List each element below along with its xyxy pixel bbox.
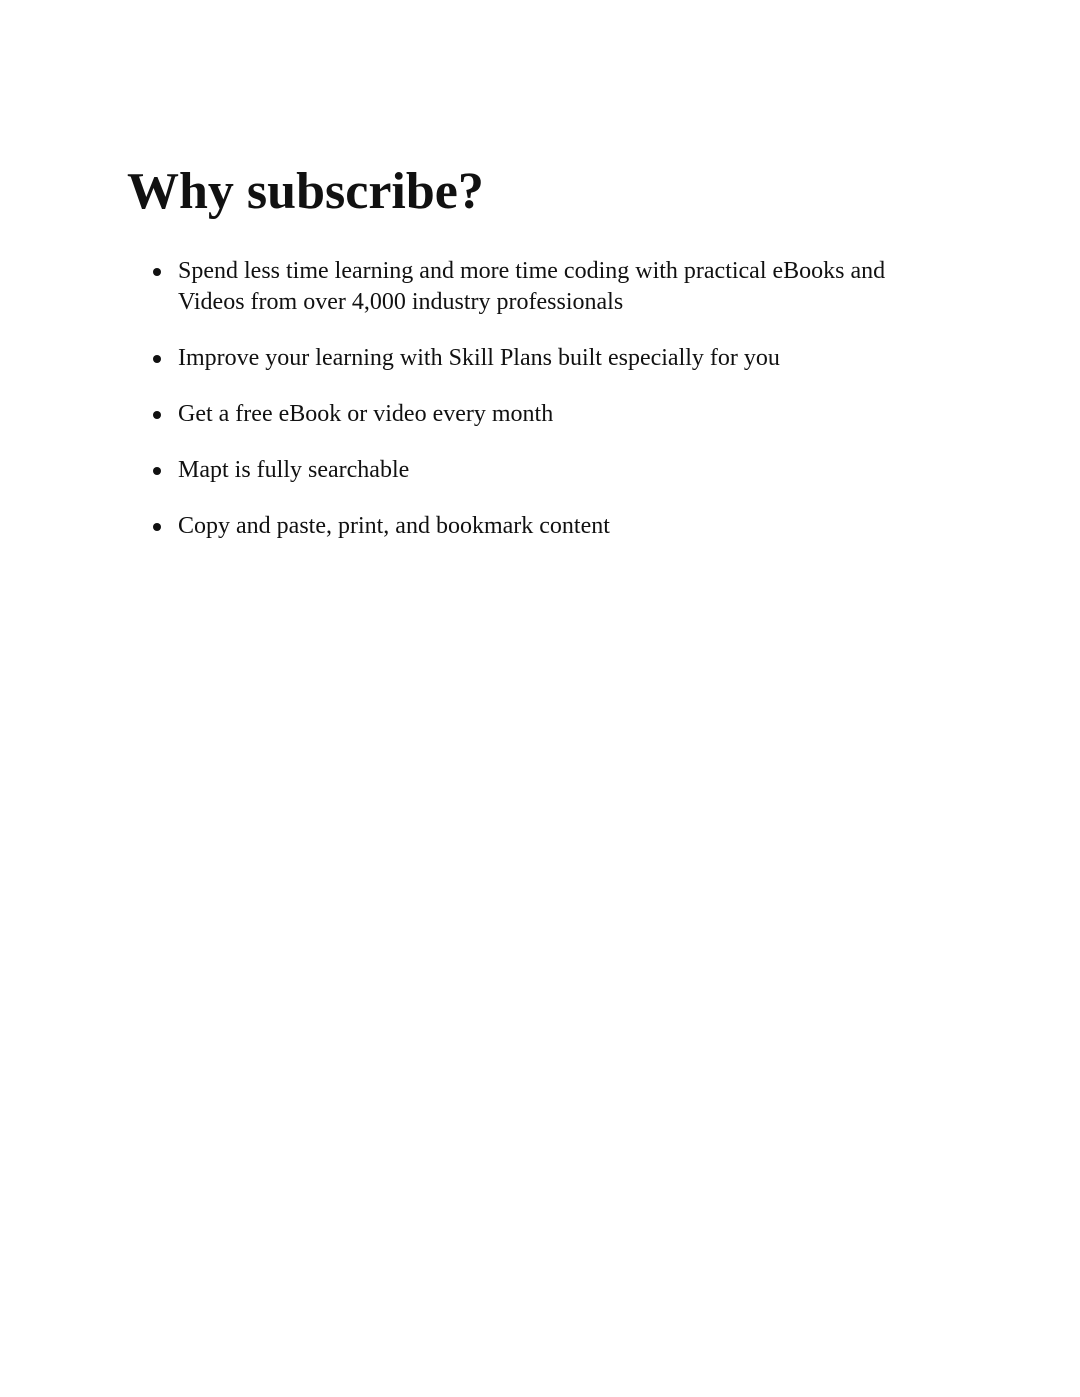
- page-title: Why subscribe?: [127, 163, 484, 220]
- list-item: [178, 511, 948, 542]
- list-item: [178, 256, 948, 318]
- bullet-icon: [153, 355, 161, 363]
- list-item-text: Get a free eBook or video every month: [178, 401, 554, 427]
- list-item-text: Improve your learning with Skill Plans built especially for you: [178, 345, 780, 371]
- benefits-list: [178, 256, 948, 567]
- list-item: [178, 343, 948, 374]
- list-item-text: Mapt is fully searchable: [178, 457, 410, 483]
- bullet-icon: [153, 268, 161, 276]
- bullet-icon: [153, 411, 161, 419]
- list-item: [178, 399, 948, 430]
- list-item: [178, 455, 948, 486]
- list-item-text: Spend less time learning and more time coding with practical eBooks and Videos from over 4,000 industry professionals: [178, 258, 886, 315]
- bullet-icon: [153, 467, 161, 475]
- list-item-text: Copy and paste, print, and bookmark content: [178, 513, 610, 539]
- bullet-icon: [153, 523, 161, 531]
